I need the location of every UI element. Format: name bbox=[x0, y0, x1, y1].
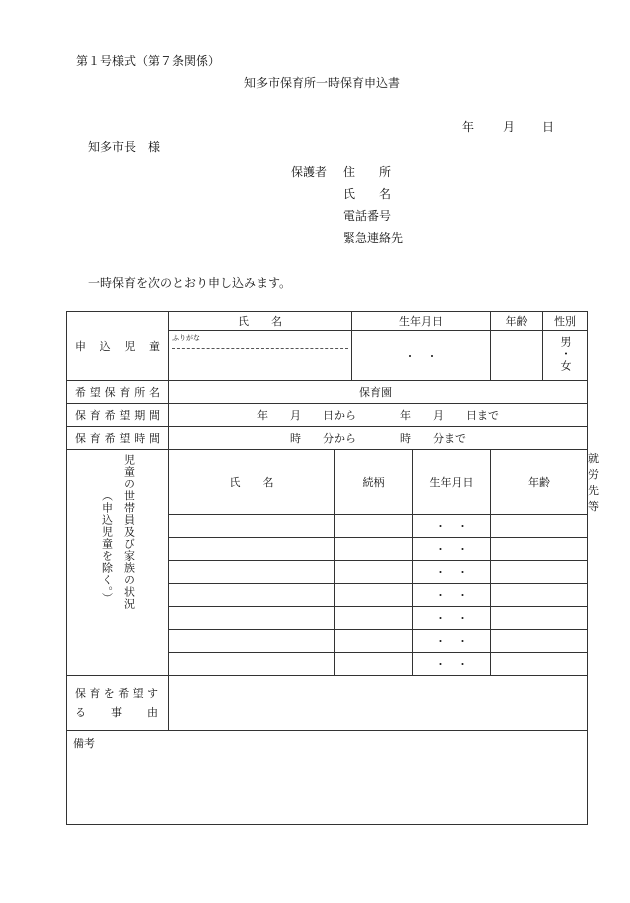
h-relation-cell[interactable] bbox=[335, 607, 413, 630]
h-age-cell[interactable] bbox=[491, 538, 588, 561]
furigana-label: ふりがな bbox=[172, 334, 200, 342]
remarks-label: 備考 bbox=[73, 737, 95, 750]
date-year: 年 bbox=[462, 120, 475, 134]
household-label: 児童の世帯員及び家族の状況 bbox=[122, 454, 136, 610]
reason-label bbox=[67, 676, 169, 731]
guardian-address-label: 住 所 bbox=[343, 165, 392, 179]
desired-time-label: 保育希望時間 bbox=[67, 427, 169, 450]
col-birth-header: 生年月日 bbox=[352, 312, 491, 331]
guardian-label: 保護者 bbox=[291, 165, 328, 179]
h-relation-cell[interactable] bbox=[335, 584, 413, 607]
guardian-phone-label: 電話番号 bbox=[343, 209, 392, 223]
h-birth-header: 生年月日 bbox=[413, 450, 491, 515]
period-field[interactable]: 年 月 日から 年 月 日まで bbox=[169, 404, 588, 427]
h-birth-cell[interactable]: ・ ・ bbox=[413, 538, 491, 561]
h-age-cell[interactable] bbox=[491, 630, 588, 653]
h-age-cell[interactable] bbox=[491, 607, 588, 630]
h-age-cell[interactable] bbox=[491, 584, 588, 607]
date-month: 月 bbox=[503, 120, 516, 134]
child-name-field[interactable] bbox=[169, 331, 352, 381]
h-name-cell[interactable] bbox=[169, 630, 335, 653]
h-age-header: 年齢 bbox=[491, 450, 588, 515]
nursery-suffix: 保育園 bbox=[359, 386, 392, 399]
h-name-header: 氏 名 bbox=[169, 450, 335, 515]
h-birth-cell[interactable]: ・ ・ bbox=[413, 515, 491, 538]
remarks-field[interactable] bbox=[67, 731, 588, 825]
h-birth-cell[interactable]: ・ ・ bbox=[413, 584, 491, 607]
household-sublabel: （申込児童を除く。） bbox=[100, 489, 114, 605]
h-relation-cell[interactable] bbox=[335, 538, 413, 561]
h-relation-cell[interactable] bbox=[335, 561, 413, 584]
form-title: 知多市保育所一時保育申込書 bbox=[244, 76, 401, 90]
nursery-field[interactable] bbox=[169, 381, 588, 404]
application-table: 申込児童 氏 名 生年月日 年齢 性別 ふりがな ・ ・ 男・女 希望保育所名 保育園 保育希望期間 年 月 日から 年 月 日まで 保育希望時間 時 分から 時 分まで 児童の世帯員及び家族の状況 （申込児童を除く。） 氏 名 続柄 生年月日 年齢 就労先等 ・ ・ ・ ・ ・ ・ ・ ・ ・ ・ ・ ・ ・ ・ 保育を希望する事由 備考 bbox=[66, 311, 588, 825]
h-birth-cell[interactable]: ・ ・ bbox=[413, 653, 491, 676]
child-sex-field[interactable] bbox=[543, 331, 588, 381]
h-name-cell[interactable] bbox=[169, 607, 335, 630]
household-label-cell bbox=[67, 450, 169, 676]
col-sex-header: 性別 bbox=[543, 312, 588, 331]
h-relation-cell[interactable] bbox=[335, 653, 413, 676]
reason-label-text: 保育を希望する事由 bbox=[75, 687, 161, 719]
h-name-cell[interactable] bbox=[169, 561, 335, 584]
h-relation-cell[interactable] bbox=[335, 630, 413, 653]
time-field[interactable]: 時 分から 時 分まで bbox=[169, 427, 588, 450]
guardian-emergency-label: 緊急連絡先 bbox=[343, 231, 404, 245]
form-number: 第１号様式（第７条関係） bbox=[76, 54, 221, 68]
h-name-cell[interactable] bbox=[169, 515, 335, 538]
guardian-name-label: 氏 名 bbox=[343, 187, 392, 201]
col-name-header: 氏 名 bbox=[169, 312, 352, 331]
intro-text: 一時保育を次のとおり申し込みます。 bbox=[88, 276, 292, 290]
date-day: 日 bbox=[542, 120, 555, 134]
h-birth-cell[interactable]: ・ ・ bbox=[413, 607, 491, 630]
h-age-cell[interactable] bbox=[491, 515, 588, 538]
furigana-divider bbox=[172, 348, 348, 349]
addressee: 知多市長 様 bbox=[88, 140, 161, 154]
h-name-cell[interactable] bbox=[169, 653, 335, 676]
h-birth-cell[interactable]: ・ ・ bbox=[413, 630, 491, 653]
desired-period-label: 保育希望期間 bbox=[67, 404, 169, 427]
h-age-cell[interactable] bbox=[491, 561, 588, 584]
h-name-cell[interactable] bbox=[169, 584, 335, 607]
reason-field[interactable] bbox=[169, 676, 588, 731]
h-name-cell[interactable] bbox=[169, 538, 335, 561]
child-birth-field[interactable]: ・ ・ bbox=[352, 331, 491, 381]
child-age-field[interactable] bbox=[491, 331, 543, 381]
h-age-cell[interactable] bbox=[491, 653, 588, 676]
desired-nursery-label: 希望保育所名 bbox=[67, 381, 169, 404]
sex-options: 男・女 bbox=[559, 336, 572, 372]
col-age-header: 年齢 bbox=[491, 312, 543, 331]
applicant-child-label: 申込児童 bbox=[67, 312, 169, 381]
h-relation-header: 続柄 bbox=[335, 450, 413, 515]
h-relation-cell[interactable] bbox=[335, 515, 413, 538]
h-birth-cell[interactable]: ・ ・ bbox=[413, 561, 491, 584]
